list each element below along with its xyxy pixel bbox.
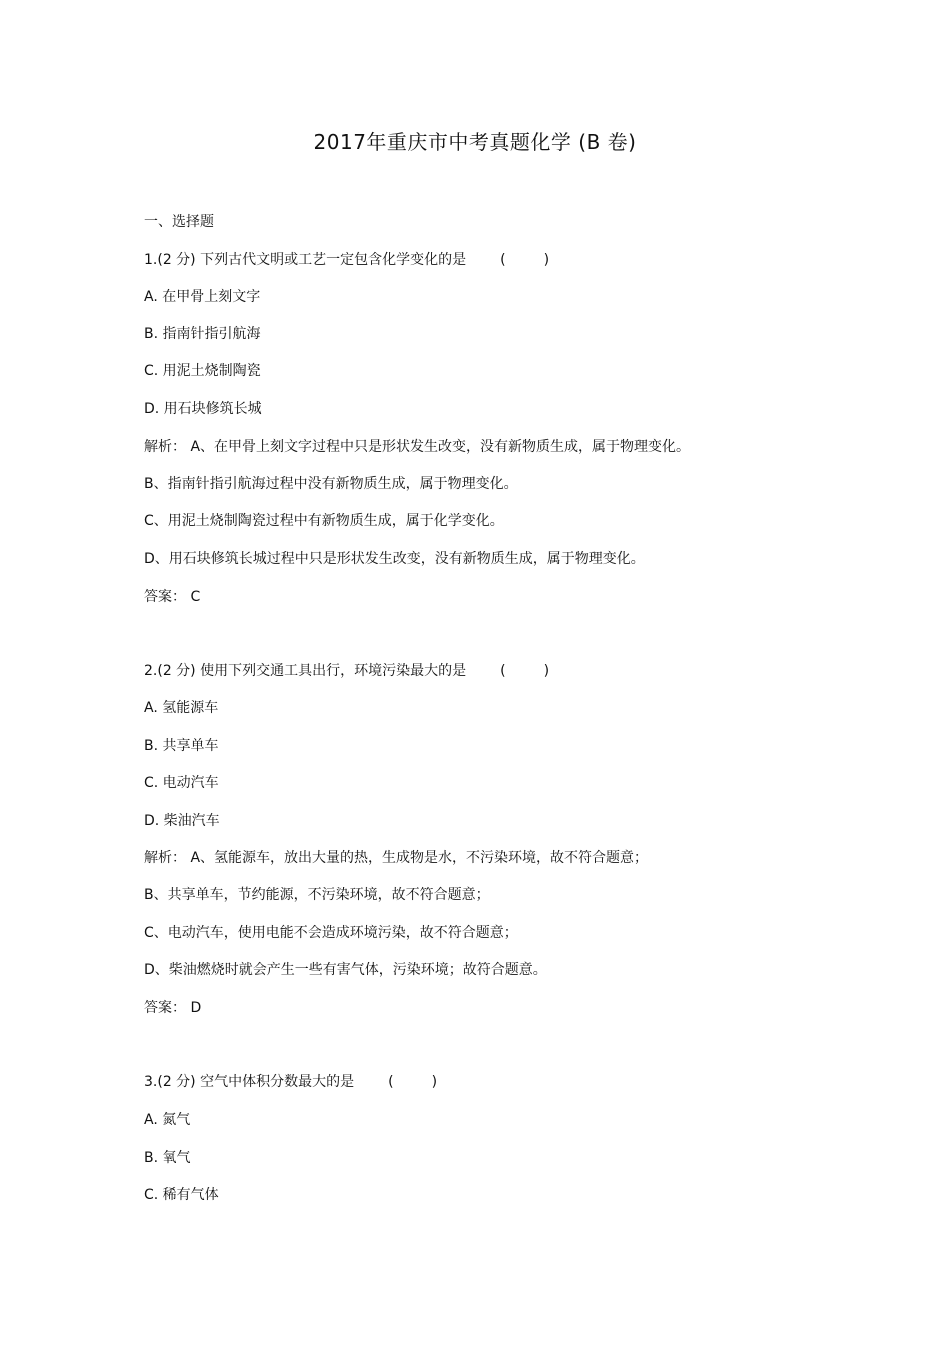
answer-paren-close: ) [431, 1074, 438, 1090]
answer-paren-close: ) [543, 252, 550, 268]
question-2-stem [144, 661, 549, 681]
question-1-analysis-b: B、指南针指引航海过程中没有新物质生成，属于物理变化。 [144, 476, 518, 492]
question-2-analysis-c: C、电动汽车，使用电能不会造成环境污染，故不符合题意； [144, 925, 518, 941]
section-heading: 一、选择题 [144, 214, 214, 230]
question-3-option-a: A. 氮气 [144, 1112, 191, 1128]
question-2-text: 2.(2 分) 使用下列交通工具出行，环境污染最大的是 [144, 663, 467, 679]
question-1-text: 1.(2 分) 下列古代文明或工艺一定包含化学变化的是 [144, 252, 467, 268]
question-2-option-a: A. 氢能源车 [144, 700, 219, 716]
question-1-answer: 答案： C [144, 589, 201, 605]
question-1-option-c: C. 用泥土烧制陶瓷 [144, 363, 261, 379]
question-3-stem [144, 1072, 437, 1092]
question-3-text: 3.(2 分) 空气中体积分数最大的是 [144, 1074, 355, 1090]
question-1-analysis-c: C、用泥土烧制陶瓷过程中有新物质生成，属于化学变化。 [144, 513, 504, 529]
question-2-analysis-b: B、共享单车，节约能源，不污染环境，故不符合题意； [144, 887, 490, 903]
question-1-option-a: A. 在甲骨上刻文字 [144, 289, 261, 305]
answer-paren-open: ( [388, 1074, 394, 1090]
question-3-option-c: C. 稀有气体 [144, 1187, 219, 1203]
question-2-option-c: C. 电动汽车 [144, 775, 219, 791]
question-1-option-b: B. 指南针指引航海 [144, 326, 261, 342]
question-1-analysis-d: D、用石块修筑长城过程中只是形状发生改变，没有新物质生成，属于物理变化。 [144, 551, 645, 567]
question-1-analysis-a: 解析： A、在甲骨上刻文字过程中只是形状发生改变，没有新物质生成，属于物理变化。 [144, 439, 691, 455]
question-2-option-b: B. 共享单车 [144, 738, 219, 754]
question-1-option-d: D. 用石块修筑长城 [144, 401, 262, 417]
question-3-option-b: B. 氧气 [144, 1150, 191, 1166]
document-title: 2017年重庆市中考真题化学 (B 卷) [313, 130, 637, 154]
answer-paren-open: ( [500, 252, 506, 268]
question-1-stem [144, 250, 549, 270]
answer-paren-close: ) [543, 663, 550, 679]
question-2-analysis-d: D、柴油燃烧时就会产生一些有害气体，污染环境；故符合题意。 [144, 962, 547, 978]
question-2-analysis-a: 解析： A、氢能源车，放出大量的热，生成物是水，不污染环境，故不符合题意； [144, 850, 649, 866]
answer-paren-open: ( [500, 663, 506, 679]
question-2-answer: 答案： D [144, 1000, 202, 1016]
question-2-option-d: D. 柴油汽车 [144, 813, 220, 829]
